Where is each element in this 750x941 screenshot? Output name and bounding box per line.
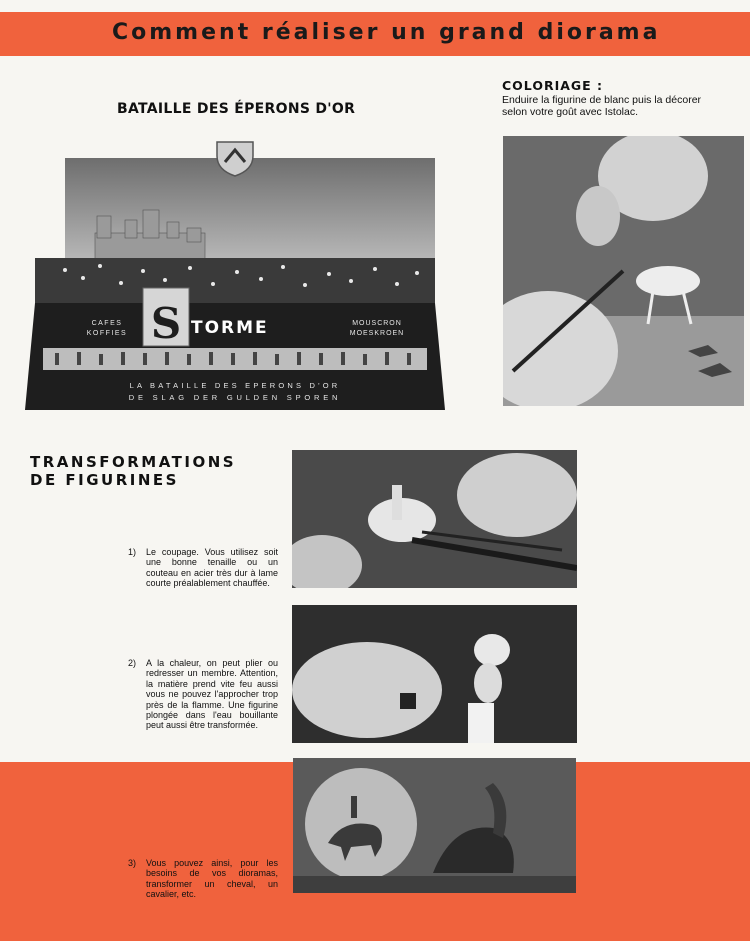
flame-illustration [292,605,577,743]
coloriage-heading: COLORIAGE : [502,78,604,93]
painting-hands-illustration [503,136,744,406]
cutting-illustration [292,450,577,588]
sign-right-line1: MOUSCRON [352,320,402,327]
step-number: 2) [128,658,137,668]
step-3 [128,858,278,900]
transformations-heading [30,453,236,489]
flame-photo [292,605,577,743]
sign-left-line1: CAFES [91,320,123,327]
step-text: Vous pouvez ainsi, pour les besoins de vos dioramas, transformer un cheval, un cavalier, etc. [146,858,278,900]
sign-right-line2: MOESKROEN [349,330,405,337]
step-1 [128,547,278,589]
step-number: 1) [128,547,137,557]
diorama-heading: BATAILLE DES ÉPERONS D'OR [117,101,356,117]
transformations-heading-line2: DE FIGURINES [30,471,179,489]
step-text: Le coupage. Vous utilisez soit une bonne tenaille ou un couteau en acier très dur à lame courte préalablement chauffée. [146,547,278,589]
diorama-caption-line1: LA BATAILLE DES EPERONS D'OR [129,381,341,390]
transformed-figures-photo [293,758,576,893]
brand-name: TORME [191,318,269,338]
sign-left-line2: KOFFIES [86,330,128,337]
title-banner [0,12,750,56]
diorama-illustration [25,138,445,410]
brand-initial: S [150,299,182,348]
coloriage-text: Enduire la figurine de blanc puis la décorer selon votre goût avec Istolac. [502,94,702,118]
transformed-figures-illustration [293,758,576,893]
page-title: Comment réaliser un grand diorama [112,20,661,45]
cutting-photo [292,450,577,588]
transformations-heading-line1: TRANSFORMATIONS [30,453,237,471]
coloriage-photo [503,136,744,406]
step-number: 3) [128,858,137,868]
diorama-photo [25,138,445,410]
step-text: A la chaleur, on peut plier ou redresser un membre. Attention, la matière prend vite feu aussi vous ne pouvez l'approcher trop près de la flamme. Une figurine plongée dans l'eau bouillante peut aussi être transformée. [146,658,278,731]
diorama-caption-line2: DE SLAG DER GULDEN SPOREN [128,393,342,402]
step-2 [128,658,278,731]
